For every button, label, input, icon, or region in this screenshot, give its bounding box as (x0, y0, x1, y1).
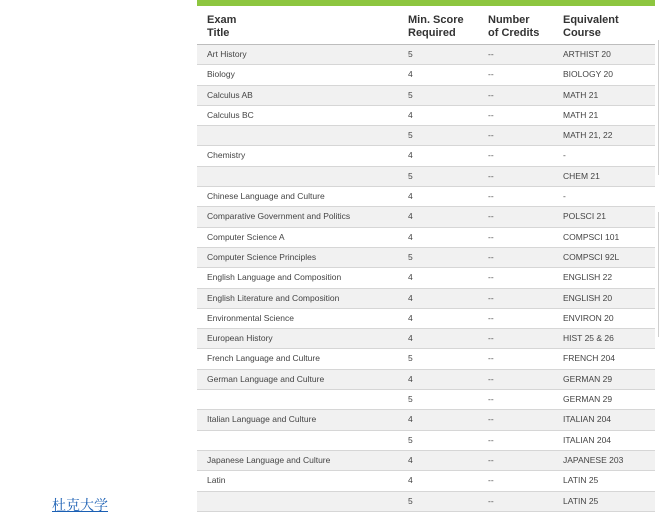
cell-course: - (563, 191, 566, 202)
table-row (197, 309, 655, 329)
table-row (197, 390, 655, 410)
cell-credits: -- (488, 109, 494, 120)
table-row (197, 248, 655, 268)
cell-min-score: 4 (408, 475, 413, 486)
cell-credits: -- (488, 414, 494, 425)
cell-exam-title: Comparative Government and Politics (207, 211, 351, 222)
cell-course: ITALIAN 204 (563, 414, 612, 425)
cell-course: BIOLOGY 20 (563, 69, 613, 80)
cell-course: ENVIRON 20 (563, 312, 614, 323)
cell-min-score: 5 (408, 170, 413, 181)
cell-course: CHEM 21 (563, 170, 600, 181)
cell-min-score: 4 (408, 272, 413, 283)
cell-min-score: 4 (408, 109, 413, 120)
cell-credits: -- (488, 394, 494, 405)
cell-exam-title (197, 431, 398, 450)
table-row (197, 492, 655, 512)
header-exam-title-line1: Exam (207, 14, 237, 26)
header-credits-line2: of Credits (488, 27, 540, 39)
cell-credits: -- (488, 130, 494, 141)
cell-course: FRENCH 204 (563, 353, 615, 364)
cell-credits: -- (488, 312, 494, 323)
table-row (197, 45, 655, 65)
header-credits (478, 6, 553, 44)
ap-credit-table (197, 0, 655, 517)
cell-credits: -- (488, 333, 494, 344)
cell-course: COMPSCI 101 (563, 231, 620, 242)
cell-credits: -- (488, 272, 494, 283)
header-course-line2: Course (563, 27, 601, 39)
cell-min-score: 4 (408, 69, 413, 80)
cell-credits: -- (488, 373, 494, 384)
cell-exam-title: Calculus BC (207, 109, 254, 120)
cell-credits: -- (488, 495, 494, 506)
cell-course: ARTHIST 20 (563, 49, 611, 59)
cell-exam-title: Italian Language and Culture (207, 414, 317, 425)
cell-min-score: 4 (408, 312, 413, 323)
header-exam-title (197, 6, 398, 44)
cell-min-score: 4 (408, 373, 413, 384)
cell-exam-title: English Language and Composition (207, 272, 342, 283)
cell-course: JAPANESE 203 (563, 454, 624, 465)
table-header (197, 6, 655, 45)
cell-exam-title: Computer Science Principles (207, 251, 317, 262)
table-row (197, 289, 655, 309)
cell-min-score: 4 (408, 454, 413, 465)
cell-course: MATH 21, 22 (563, 130, 613, 141)
cell-min-score: 5 (408, 434, 413, 445)
cell-min-score: 4 (408, 414, 413, 425)
cell-min-score: 4 (408, 292, 413, 303)
cell-credits: -- (488, 454, 494, 465)
cell-exam-title: Computer Science A (207, 231, 285, 242)
cell-min-score: 5 (408, 495, 413, 506)
cell-min-score: 5 (408, 394, 413, 405)
cell-course: GERMAN 29 (563, 373, 613, 384)
cell-exam-title: Biology (207, 69, 235, 80)
cell-credits: -- (488, 251, 494, 262)
header-course (553, 6, 655, 44)
cell-min-score: 4 (408, 333, 413, 344)
cell-credits: -- (488, 231, 494, 242)
cell-course: MATH 21 (563, 89, 599, 100)
cell-course: HIST 25 & 26 (563, 333, 614, 344)
header-min-score-line1: Min. Score (408, 14, 464, 26)
table-row (197, 86, 655, 106)
cell-min-score: 5 (408, 130, 413, 141)
table-row (197, 431, 655, 451)
table-row (197, 268, 655, 288)
cell-course: COMPSCI 92L (563, 251, 620, 262)
table-row (197, 167, 655, 187)
cell-credits: -- (488, 69, 494, 80)
cell-min-score: 4 (408, 231, 413, 242)
table-row (197, 349, 655, 369)
cell-course: GERMAN 29 (563, 394, 613, 405)
cell-exam-title (197, 126, 398, 145)
cell-course: LATIN 25 (563, 495, 599, 506)
table-row (197, 410, 655, 430)
cell-course: POLSCI 21 (563, 211, 606, 222)
cell-exam-title: Chemistry (207, 150, 246, 161)
table-row (197, 471, 655, 491)
header-exam-title-line2: Title (207, 27, 230, 39)
cell-course: ENGLISH 22 (563, 272, 613, 283)
table-body (197, 45, 655, 512)
cell-credits: -- (488, 211, 494, 222)
table-row (197, 207, 655, 227)
header-credits-line1: Number (488, 14, 530, 26)
scroll-edge-mark (658, 40, 659, 175)
cell-credits: -- (488, 170, 494, 181)
table-row (197, 187, 655, 207)
table-row (197, 228, 655, 248)
cell-min-score: 5 (408, 251, 413, 262)
cell-course: ENGLISH 20 (563, 292, 613, 303)
cell-exam-title (197, 167, 398, 186)
cell-course: LATIN 25 (563, 475, 599, 486)
scroll-edge-mark (658, 212, 659, 337)
cell-course: MATH 21 (563, 109, 599, 120)
cell-exam-title: Chinese Language and Culture (207, 191, 325, 202)
cell-course: - (563, 150, 566, 161)
cell-min-score: 4 (408, 150, 413, 161)
cell-exam-title: Japanese Language and Culture (207, 454, 331, 465)
header-course-line1: Equivalent (563, 14, 619, 26)
cell-exam-title: English Literature and Composition (207, 292, 340, 303)
table-row (197, 146, 655, 166)
table-row (197, 126, 655, 146)
table-row (197, 370, 655, 390)
cell-credits: -- (488, 89, 494, 100)
header-min-score (398, 6, 478, 44)
cell-credits: -- (488, 353, 494, 364)
cell-min-score: 5 (408, 89, 413, 100)
cell-course: ITALIAN 204 (563, 434, 612, 445)
table-row (197, 106, 655, 126)
cell-exam-title: Art History (207, 49, 247, 59)
cell-min-score: 5 (408, 49, 413, 59)
cell-exam-title: Environmental Science (207, 312, 294, 323)
cell-exam-title: German Language and Culture (207, 373, 325, 384)
cell-credits: -- (488, 475, 494, 486)
cell-exam-title: Calculus AB (207, 89, 253, 100)
table-row (197, 451, 655, 471)
cell-credits: -- (488, 191, 494, 202)
caption-link[interactable]: 杜克大学 (52, 498, 108, 514)
cell-credits: -- (488, 434, 494, 445)
cell-credits: -- (488, 150, 494, 161)
cell-exam-title (197, 492, 398, 511)
cell-min-score: 4 (408, 191, 413, 202)
table-row (197, 329, 655, 349)
cell-exam-title: European History (207, 333, 273, 344)
cell-exam-title: French Language and Culture (207, 353, 320, 364)
header-min-score-line2: Required (408, 27, 456, 39)
table-row (197, 65, 655, 85)
cell-credits: -- (488, 49, 494, 59)
cell-exam-title (197, 390, 398, 409)
cell-min-score: 4 (408, 211, 413, 222)
cell-exam-title: Latin (207, 475, 226, 486)
cell-credits: -- (488, 292, 494, 303)
cell-min-score: 5 (408, 353, 413, 364)
